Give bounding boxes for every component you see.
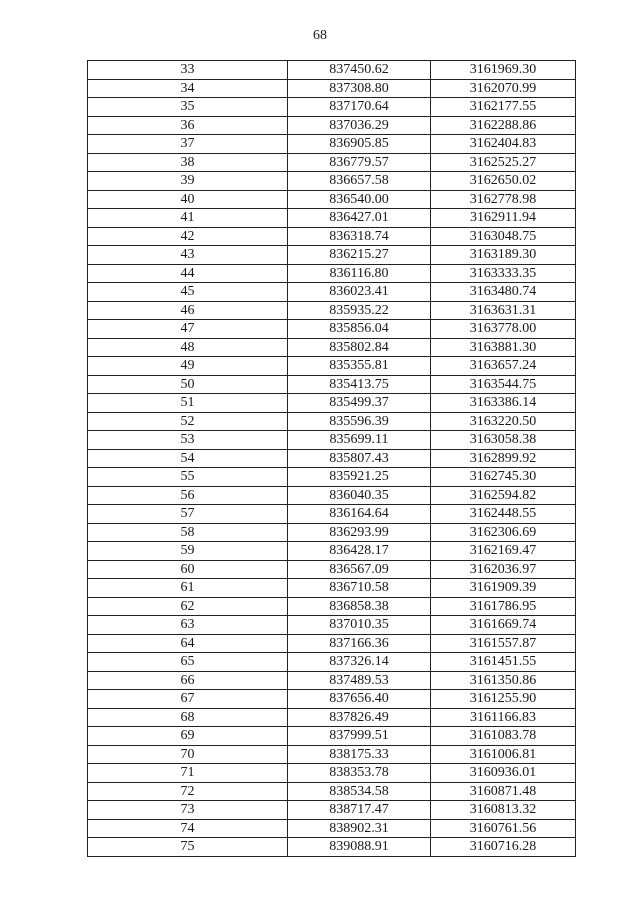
point-number-cell: 52 — [88, 412, 288, 431]
y-coordinate-cell: 3162404.83 — [431, 135, 576, 154]
x-coordinate-cell: 836215.27 — [288, 246, 431, 265]
point-number-cell: 45 — [88, 283, 288, 302]
table-row — [88, 782, 576, 801]
x-coordinate-cell: 837036.29 — [288, 116, 431, 135]
table-row — [88, 523, 576, 542]
y-coordinate-cell: 3160936.01 — [431, 764, 576, 783]
table-row — [88, 745, 576, 764]
x-coordinate-cell: 836779.57 — [288, 153, 431, 172]
point-number-cell: 61 — [88, 579, 288, 598]
y-coordinate-cell: 3162306.69 — [431, 523, 576, 542]
y-coordinate-cell: 3160716.28 — [431, 838, 576, 857]
y-coordinate-cell: 3163778.00 — [431, 320, 576, 339]
x-coordinate-cell: 837656.40 — [288, 690, 431, 709]
y-coordinate-cell: 3162036.97 — [431, 560, 576, 579]
table-row — [88, 468, 576, 487]
point-number-cell: 43 — [88, 246, 288, 265]
point-number-cell: 39 — [88, 172, 288, 191]
point-number-cell: 73 — [88, 801, 288, 820]
point-number-cell: 74 — [88, 819, 288, 838]
x-coordinate-cell: 836040.35 — [288, 486, 431, 505]
x-coordinate-cell: 836116.80 — [288, 264, 431, 283]
point-number-cell: 42 — [88, 227, 288, 246]
y-coordinate-cell: 3161909.39 — [431, 579, 576, 598]
table-row — [88, 412, 576, 431]
point-number-cell: 47 — [88, 320, 288, 339]
table-row — [88, 135, 576, 154]
x-coordinate-cell: 836428.17 — [288, 542, 431, 561]
y-coordinate-cell: 3162448.55 — [431, 505, 576, 524]
point-number-cell: 70 — [88, 745, 288, 764]
x-coordinate-cell: 835807.43 — [288, 449, 431, 468]
x-coordinate-cell: 835699.11 — [288, 431, 431, 450]
x-coordinate-cell: 837826.49 — [288, 708, 431, 727]
table-row — [88, 79, 576, 98]
x-coordinate-cell: 837010.35 — [288, 616, 431, 635]
y-coordinate-cell: 3162070.99 — [431, 79, 576, 98]
x-coordinate-cell: 835856.04 — [288, 320, 431, 339]
point-number-cell: 49 — [88, 357, 288, 376]
point-number-cell: 60 — [88, 560, 288, 579]
point-number-cell: 64 — [88, 634, 288, 653]
table-row — [88, 616, 576, 635]
y-coordinate-cell: 3160761.56 — [431, 819, 576, 838]
y-coordinate-cell: 3162177.55 — [431, 98, 576, 117]
x-coordinate-cell: 835355.81 — [288, 357, 431, 376]
y-coordinate-cell: 3161557.87 — [431, 634, 576, 653]
table-row — [88, 264, 576, 283]
point-number-cell: 38 — [88, 153, 288, 172]
x-coordinate-cell: 836318.74 — [288, 227, 431, 246]
point-number-cell: 75 — [88, 838, 288, 857]
table-row — [88, 727, 576, 746]
coordinate-table-body — [88, 61, 576, 857]
y-coordinate-cell: 3162525.27 — [431, 153, 576, 172]
table-row — [88, 671, 576, 690]
point-number-cell: 63 — [88, 616, 288, 635]
point-number-cell: 53 — [88, 431, 288, 450]
table-row — [88, 431, 576, 450]
x-coordinate-cell: 835802.84 — [288, 338, 431, 357]
x-coordinate-cell: 838534.58 — [288, 782, 431, 801]
y-coordinate-cell: 3161255.90 — [431, 690, 576, 709]
table-row — [88, 819, 576, 838]
point-number-cell: 46 — [88, 301, 288, 320]
point-number-cell: 35 — [88, 98, 288, 117]
table-row — [88, 153, 576, 172]
y-coordinate-cell: 3162650.02 — [431, 172, 576, 191]
x-coordinate-cell: 836905.85 — [288, 135, 431, 154]
table-row — [88, 579, 576, 598]
x-coordinate-cell: 835499.37 — [288, 394, 431, 413]
y-coordinate-cell: 3162778.98 — [431, 190, 576, 209]
x-coordinate-cell: 839088.91 — [288, 838, 431, 857]
y-coordinate-cell: 3162288.86 — [431, 116, 576, 135]
table-row — [88, 597, 576, 616]
point-number-cell: 56 — [88, 486, 288, 505]
x-coordinate-cell: 836710.58 — [288, 579, 431, 598]
point-number-cell: 34 — [88, 79, 288, 98]
table-row — [88, 394, 576, 413]
y-coordinate-cell: 3162594.82 — [431, 486, 576, 505]
point-number-cell: 57 — [88, 505, 288, 524]
table-row — [88, 486, 576, 505]
table-row — [88, 838, 576, 857]
page-number: 68 — [313, 28, 327, 43]
point-number-cell: 65 — [88, 653, 288, 672]
y-coordinate-cell: 3163480.74 — [431, 283, 576, 302]
table-row — [88, 283, 576, 302]
x-coordinate-cell: 836427.01 — [288, 209, 431, 228]
y-coordinate-cell: 3163189.30 — [431, 246, 576, 265]
y-coordinate-cell: 3162899.92 — [431, 449, 576, 468]
y-coordinate-cell: 3161006.81 — [431, 745, 576, 764]
y-coordinate-cell: 3163386.14 — [431, 394, 576, 413]
point-number-cell: 51 — [88, 394, 288, 413]
y-coordinate-cell: 3161350.86 — [431, 671, 576, 690]
point-number-cell: 36 — [88, 116, 288, 135]
table-row — [88, 708, 576, 727]
table-row — [88, 246, 576, 265]
x-coordinate-cell: 836567.09 — [288, 560, 431, 579]
point-number-cell: 41 — [88, 209, 288, 228]
table-row — [88, 375, 576, 394]
x-coordinate-cell: 836858.38 — [288, 597, 431, 616]
x-coordinate-cell: 838353.78 — [288, 764, 431, 783]
y-coordinate-cell: 3163333.35 — [431, 264, 576, 283]
y-coordinate-cell: 3162169.47 — [431, 542, 576, 561]
y-coordinate-cell: 3163048.75 — [431, 227, 576, 246]
y-coordinate-cell: 3163220.50 — [431, 412, 576, 431]
y-coordinate-cell: 3162745.30 — [431, 468, 576, 487]
coordinate-table — [87, 60, 576, 857]
x-coordinate-cell: 837166.36 — [288, 634, 431, 653]
y-coordinate-cell: 3161786.95 — [431, 597, 576, 616]
point-number-cell: 55 — [88, 468, 288, 487]
x-coordinate-cell: 835935.22 — [288, 301, 431, 320]
y-coordinate-cell: 3161451.55 — [431, 653, 576, 672]
x-coordinate-cell: 835413.75 — [288, 375, 431, 394]
x-coordinate-cell: 837326.14 — [288, 653, 431, 672]
x-coordinate-cell: 835921.25 — [288, 468, 431, 487]
table-row — [88, 227, 576, 246]
table-row — [88, 449, 576, 468]
table-row — [88, 320, 576, 339]
y-coordinate-cell: 3163657.24 — [431, 357, 576, 376]
table-row — [88, 690, 576, 709]
y-coordinate-cell: 3161669.74 — [431, 616, 576, 635]
y-coordinate-cell: 3161166.83 — [431, 708, 576, 727]
x-coordinate-cell: 837450.62 — [288, 61, 431, 80]
x-coordinate-cell: 837489.53 — [288, 671, 431, 690]
y-coordinate-cell: 3160871.48 — [431, 782, 576, 801]
table-row — [88, 61, 576, 80]
table-row — [88, 801, 576, 820]
table-row — [88, 116, 576, 135]
y-coordinate-cell: 3163544.75 — [431, 375, 576, 394]
table-row — [88, 764, 576, 783]
x-coordinate-cell: 837170.64 — [288, 98, 431, 117]
table-row — [88, 301, 576, 320]
point-number-cell: 72 — [88, 782, 288, 801]
x-coordinate-cell: 835596.39 — [288, 412, 431, 431]
point-number-cell: 50 — [88, 375, 288, 394]
point-number-cell: 48 — [88, 338, 288, 357]
table-row — [88, 653, 576, 672]
table-row — [88, 542, 576, 561]
point-number-cell: 37 — [88, 135, 288, 154]
x-coordinate-cell: 837999.51 — [288, 727, 431, 746]
y-coordinate-cell: 3161083.78 — [431, 727, 576, 746]
point-number-cell: 68 — [88, 708, 288, 727]
point-number-cell: 67 — [88, 690, 288, 709]
y-coordinate-cell: 3163058.38 — [431, 431, 576, 450]
x-coordinate-cell: 836540.00 — [288, 190, 431, 209]
table-row — [88, 209, 576, 228]
y-coordinate-cell: 3163631.31 — [431, 301, 576, 320]
point-number-cell: 44 — [88, 264, 288, 283]
table-row — [88, 505, 576, 524]
x-coordinate-cell: 836657.58 — [288, 172, 431, 191]
table-row — [88, 172, 576, 191]
x-coordinate-cell: 838902.31 — [288, 819, 431, 838]
point-number-cell: 40 — [88, 190, 288, 209]
y-coordinate-cell: 3162911.94 — [431, 209, 576, 228]
x-coordinate-cell: 836164.64 — [288, 505, 431, 524]
x-coordinate-cell: 836023.41 — [288, 283, 431, 302]
point-number-cell: 66 — [88, 671, 288, 690]
table-row — [88, 338, 576, 357]
table-row — [88, 560, 576, 579]
point-number-cell: 69 — [88, 727, 288, 746]
table-row — [88, 634, 576, 653]
point-number-cell: 54 — [88, 449, 288, 468]
point-number-cell: 58 — [88, 523, 288, 542]
table-row — [88, 190, 576, 209]
table-row — [88, 357, 576, 376]
table-row — [88, 98, 576, 117]
point-number-cell: 71 — [88, 764, 288, 783]
x-coordinate-cell: 836293.99 — [288, 523, 431, 542]
x-coordinate-cell: 837308.80 — [288, 79, 431, 98]
y-coordinate-cell: 3163881.30 — [431, 338, 576, 357]
point-number-cell: 59 — [88, 542, 288, 561]
y-coordinate-cell: 3161969.30 — [431, 61, 576, 80]
x-coordinate-cell: 838717.47 — [288, 801, 431, 820]
point-number-cell: 33 — [88, 61, 288, 80]
y-coordinate-cell: 3160813.32 — [431, 801, 576, 820]
x-coordinate-cell: 838175.33 — [288, 745, 431, 764]
point-number-cell: 62 — [88, 597, 288, 616]
